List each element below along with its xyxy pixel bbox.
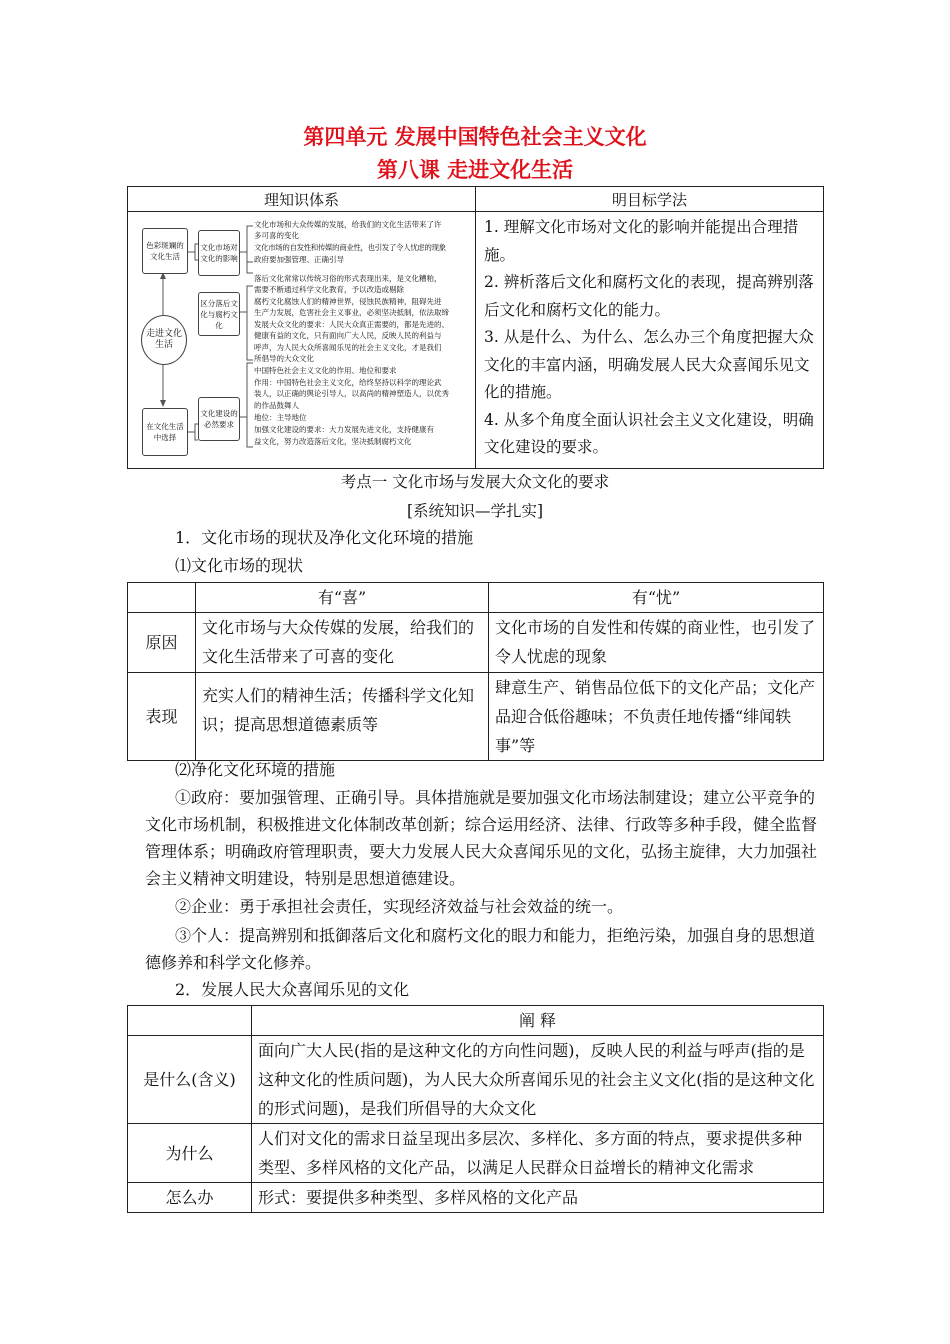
market-row-label: 表现	[128, 673, 196, 761]
mindmap-line-16: 的作品鼓舞人	[254, 401, 299, 410]
mindmap-line-17: 地位：主导地位	[254, 413, 307, 422]
mindmap-line-9: 发展大众文化的要求：人民大众真正需要的，都是先进的、	[254, 320, 449, 329]
mindmap-box-choice: 在文化生活中选择	[142, 408, 188, 456]
measures-title: ⑵净化文化环境的措施	[175, 760, 336, 779]
mass-culture-table	[127, 1005, 824, 1213]
overview-table	[127, 186, 824, 469]
mass-cell: 面向广大人民(指的是这种文化的方向性问题)，反映人民的利益与呼声(指的是这种文化的性质问题)，为人民大众所喜闻乐见的社会主义文化(指的是这种文化的形式问题)，是我们所倡导的大众文化	[252, 1036, 824, 1124]
mindmap-line-2: 多可喜的变化	[254, 231, 299, 240]
measure-government: ①政府：要加强管理、正确引导。具体措施就是要加强文化市场法制建设；建立公平竞争的文化市场机制，积极推进文化体制改革创新；综合运用经济、法律、行政等多种手段，健全监督管理体系；明确政府管理职责，要大力发展人民大众喜闻乐见的文化，弘扬主旋律，大力加强社会主义精神文明建设，特别是思想道德建设。	[145, 788, 818, 888]
mass-row-label: 怎么办	[128, 1183, 252, 1213]
mindmap-line-14: 作用：中国特色社会主义文化，给终坚持以科学的理论武	[254, 378, 442, 387]
section-subheading: [系统知识—学扎实]	[406, 502, 544, 520]
mass-row-label: 为什么	[128, 1124, 252, 1183]
mindmap-box-market-impact: 文化市场对文化的影响	[198, 230, 240, 276]
measure-individual: ③个人：提高辨别和抵御落后文化和腐朽文化的眼力和能力，拒绝污染，加强自身的思想道德修养和科学文化修养。	[145, 926, 816, 972]
mindmap-line-7: 腐朽文化腐蚀人们的精神世界，侵蚀民族精神，阻碍先进	[254, 297, 442, 306]
mass-row-label: 是什么(含义)	[128, 1036, 252, 1124]
mindmap-line-13: 中国特色社会主义文化的作用、地位和要求	[254, 366, 397, 375]
mindmap-line-6: 需要不断通过科学文化教育，予以改造或剔除	[254, 285, 404, 294]
mindmap-line-12: 所倡导的大众文化	[254, 354, 314, 363]
mindmap-line-10: 健康有益的文化，只有面向广大人民，反映人民的利益与	[254, 331, 442, 340]
mass-header: 阐 释	[252, 1006, 824, 1036]
knowledge-mindmap	[128, 212, 475, 468]
market-header-worry: 有“忧”	[489, 583, 824, 613]
goal-2: 2. 辨析落后文化和腐朽文化的表现，提高辨别落后文化和腐朽文化的能力。	[484, 273, 814, 319]
mindmap-center-node: 走进文化生活	[141, 315, 187, 365]
mindmap-cell	[128, 212, 476, 469]
mindmap-box-colorful-life: 色彩斑斓的文化生活	[142, 228, 188, 274]
market-cell: 文化市场的自发性和传媒的商业性，也引发了令人忧虑的现象	[489, 613, 824, 673]
goal-4: 4. 从多个角度全面认识社会主义文化建设，明确文化建设的要求。	[484, 410, 814, 456]
market-cell: 文化市场与大众传媒的发展，给我们的文化生活带来了可喜的变化	[196, 613, 489, 673]
goals-cell	[476, 212, 824, 469]
measure-enterprise: ②企业：勇于承担社会责任，实现经济效益与社会效益的统一。	[175, 897, 624, 916]
mindmap-box-construction: 文化建设的必然要求	[198, 397, 240, 441]
market-status-table	[127, 582, 824, 761]
goal-3: 3. 从是什么、为什么、怎么办三个角度把握大众文化的丰富内涵，明确发展人民大众喜闻乐见文化的措施。	[484, 328, 814, 401]
overview-col1-header: 理知识体系	[128, 187, 476, 212]
mindmap-line-18: 加强文化建设的要求：大力发展先进文化，支持健康有	[254, 425, 434, 434]
overview-col2-header: 明目标学法	[476, 187, 824, 212]
mass-cell: 形式：要提供多种类型、多样风格的文化产品	[252, 1183, 824, 1213]
market-cell: 肆意生产、销售品位低下的文化产品；文化产品迎合低俗趣味；不负责任地传播“绯闻轶事”等	[489, 673, 824, 761]
mass-header-blank	[128, 1006, 252, 1036]
mindmap-box-distinguish: 区分落后文化与腐朽文化	[198, 292, 240, 336]
mindmap-line-4: 政府要加强管理、正确引导	[254, 255, 344, 264]
mindmap-line-1: 文化市场和大众传媒的发展，给我们的文化生活带来了许	[254, 220, 442, 229]
mindmap-line-3: 文化市场的自发性和传媒的商业性，也引发了令人忧虑的现象	[254, 243, 446, 252]
item1-title: 1．文化市场的现状及净化文化环境的措施	[175, 528, 474, 547]
market-header-blank	[128, 583, 196, 613]
goal-1: 1. 理解文化市场对文化的影响并能提出合理措施。	[484, 218, 799, 264]
mindmap-line-8: 生产力发展，危害社会主义事业，必须坚决抵制，依法取缔	[254, 308, 449, 317]
market-header-joy: 有“喜”	[196, 583, 489, 613]
unit-title: 第四单元 发展中国特色社会主义文化	[303, 125, 647, 149]
section-heading: 考点一 文化市场与发展大众文化的要求	[340, 473, 610, 491]
mindmap-line-19: 益文化，努力改造落后文化，坚决抵制腐朽文化	[254, 437, 412, 446]
item1-1-title: ⑴文化市场的现状	[175, 556, 304, 575]
mindmap-line-5: 落后文化常常以传统习俗的形式表现出来，是文化糟粕，	[254, 274, 442, 283]
lesson-title: 第八课 走进文化生活	[376, 158, 574, 182]
item2-title: 2．发展人民大众喜闻乐见的文化	[175, 980, 410, 999]
mindmap-line-15: 装人，以正确的舆论引导人，以高尚的精神塑造人，以优秀	[254, 389, 449, 398]
mass-cell: 人们对文化的需求日益呈现出多层次、多样化、多方面的特点，要求提供多种类型、多样风格的文化产品，以满足人民群众日益增长的精神文化需求	[252, 1124, 824, 1183]
market-cell: 充实人们的精神生活；传播科学文化知识；提高思想道德素质等	[196, 673, 489, 761]
market-row-label: 原因	[128, 613, 196, 673]
mindmap-line-11: 呼声，为人民大众所喜闻乐见的社会主义文化，才是我们	[254, 343, 442, 352]
